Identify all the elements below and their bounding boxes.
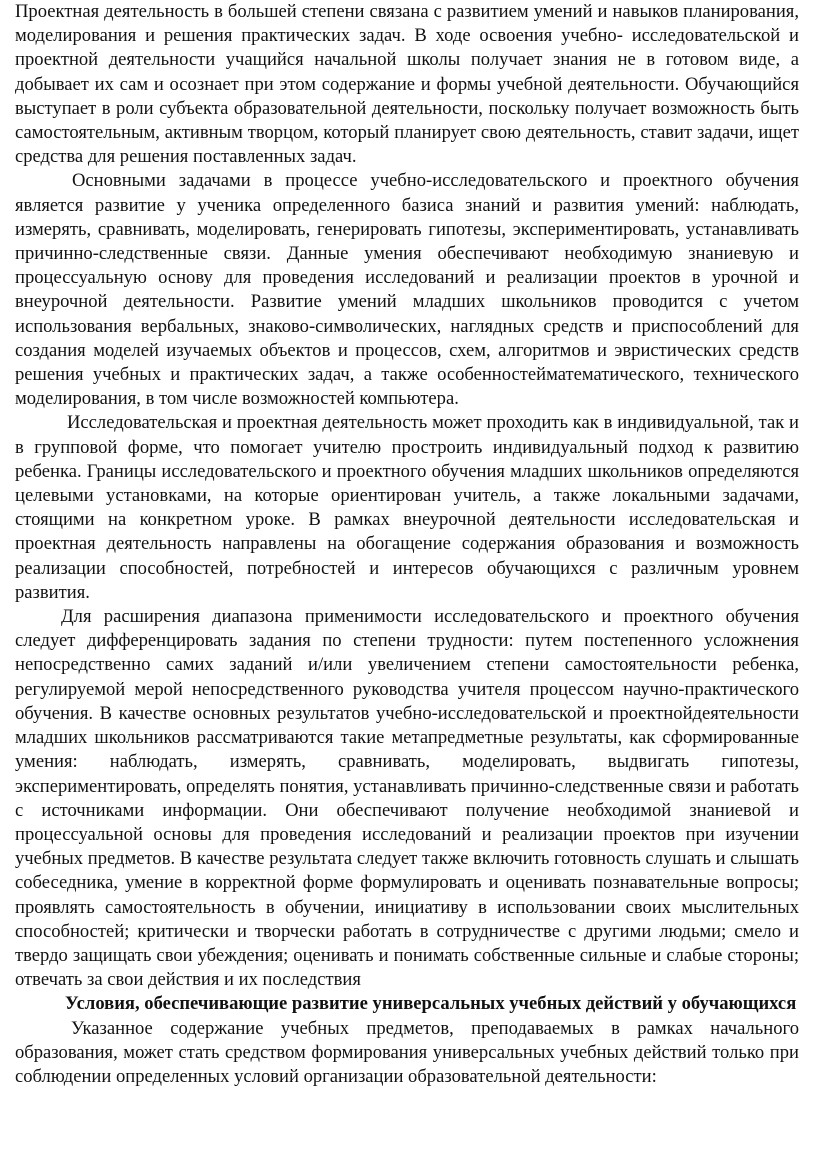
section-heading: Условия, обеспечивающие развитие универсальных учебных действий у обучающихся (65, 993, 797, 1015)
paragraph-individual-group-form: Исследовательская и проектная деятельность может проходить как в индивидуальной, так и в групповой форме, что помогает учителю простроить индивидуальный подход к развитию ребенка. Границы исследовательского и проектного обучения младших школьников определяются целевыми установками, на которые ориентирован учитель, а также локальными задачами, стоящими на конкретном уроке. В рамках внеурочной деятельности исследовательская и проектная деятельность направлены на обогащение содержания образования и возможность реализации способностей, потребностей и интересов обучающихся с различным уровнем развития. (15, 412, 799, 603)
paragraph-conditions: Указанное содержание учебных предметов, преподаваемых в рамках начального образования, может стать средством формирования универсальных учебных действий только при соблюдении определенных условий организации образовательной деятельности: (15, 1017, 799, 1087)
paragraph-project-activity: Проектная деятельность в большей степени связана с развитием умений и навыков планирования, моделирования и решения практических задач. В ходе освоения учебно- исследовательской и проектной деятельности учащийся начальной школы получает знания не в готовом виде, а добывает их сам и осознает при этом содержание и формы учебной деятельности. Обучающийся выступает в роли субъекта образовательной деятельности, поскольку получает возможность быть самостоятельным, активным творцом, который планирует свою деятельность, ставит задачи, ищет средства для решения поставленных задач. (15, 1, 799, 168)
paragraph-main-tasks: Основными задачами в процессе учебно-исследовательского и проектного обучения является развитие у ученика определенного базиса знаний и развития умений: наблюдать, измерять, сравнивать, моделировать, генерировать гипотезы, экспериментировать, устанавливать причинно-следственные связи. Данные умения обеспечивают необходимую знаниевую и процессуальную основу для проведения исследований и реализации проектов в урочной и внеурочной деятельности. Развитие умений младших школьников проводится с учетом использования вербальных, знаково-символических, наглядных средств и приспособлений для создания моделей изучаемых объектов и процессов, схем, алгоритмов и эвристических средств решения учебных и практических задач, а также особенностейматематического, технического моделирования, в том числе возможностей компьютера. (15, 170, 799, 410)
paragraph-differentiation: Для расширения диапазона применимости исследовательского и проектного обучения следует дифференцировать задания по степени трудности: путем постепенного усложнения непосредственно самих заданий и/или увеличением степени самостоятельности ребенка, регулируемой мерой непосредственного руководства учителя процессом научно-практического обучения. В качестве основных результатов учебно-исследовательской и проектнойдеятельности младших школьников рассматриваются такие метапредметные результаты, как сформированные умения: наблюдать, измерять, сравнивать, моделировать, выдвигать гипотезы, экспериментировать, определять понятия, устанавливать причинно-следственные связи и работать с источниками информации. Они обеспечивают получение необходимой знаниевой и процессуальной основы для проведения исследований и реализации проектов при изучении учебных предметов. В качестве результата следует также включить готовность слушать и слышать собеседника, умение в корректной форме формулировать и оценивать познавательные вопросы; проявлять самостоятельность в обучении, инициативу в использовании своих мыслительных способностей; критически и творчески работать в сотрудничестве с другими людьми; смело и твердо защищать свои убеждения; оценивать и понимать собственные сильные и слабые стороны; отвечать за свои действия и их последствия (15, 606, 799, 991)
document-page (15, 0, 799, 1089)
